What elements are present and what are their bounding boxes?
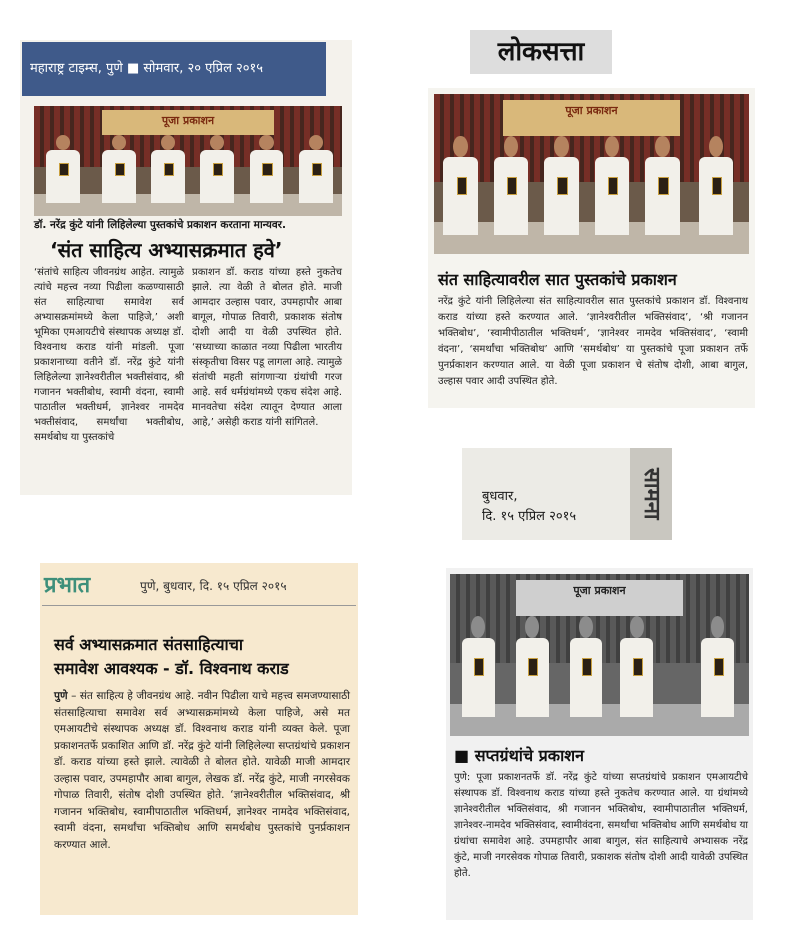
photo-banner: पूजा प्रकाशन [503,100,679,135]
pb-body [54,688,350,853]
mt-masthead: महाराष्ट्र टाइम्स, पुणे ■ सोमवार, २० एप्रिल २०१५ [22,42,326,96]
mt-photo [34,106,342,216]
sg-photo [450,574,749,736]
sm-masthead: सामना [630,448,672,540]
clip-saptagranth [446,568,753,920]
photo-banner: पूजा प्रकाशन [102,110,274,134]
pb-headline-1: सर्व अभ्यासक्रमात संतसाहित्याचा [54,635,243,654]
mt-headline: ‘संत साहित्य अभ्यासक्रमात हवे’ [50,238,283,262]
clip-prabhat [40,563,358,915]
mt-column-2: प्रकाशन डॉ. कराड यांच्या हस्ते नुकतेच झाले. त्या वेळी ते बोलत होते. माजी आमदार उल्हास पवार, उपमहापौर आबा बागूल, गोपाळ तिवारी, प्रकाशक संतोष दोशी आदी या वेळी उपस्थित होते. ‘सध्याच्या काळात नव्या पिढीला भारतीय संस्कृतीचा विसर पडू लागला आहे. त्यामुळे संतांची महती सांगणाऱ्या ग्रंथांची गरज आहे. सर्व धर्मग्रंथांमध्ये एकच संदेश आहे. मानवतेचा संदेश त्यातून देण्यात आला आहे,’ असेही कराड यांनी सांगितले. [192,267,342,428]
clip-maharashtra-times [20,40,352,495]
sm-date-line1: बुधवार, [482,489,518,504]
sm-date-line2: दि. १५ एप्रिल २०१५ [482,509,577,524]
photo-banner: पूजा प्रकाशन [516,580,683,616]
pb-body-text: – संत साहित्य हे जीवनग्रंथ आहे. नवीन पिढीला याचे महत्त्व समजण्यासाठी संतसाहित्याचा समावेश सर्व अभ्यासक्रमांमध्ये केला पाहिजे, असे मत एमआयटीचे संस्थापक अध्यक्ष डॉ. विश्वनाथ कराड यांनी व्यक्त केले. पूजा प्रकाशनतर्फे प्रकाशित आणि डॉ. नरेंद्र कुंटे यांनी लिहिलेल्या सप्तग्रंथांचे प्रकाशन डॉ. कराड यांच्या हस्ते झाले. त्यावेळी ते बोलत होते. यावेळी माजी आमदार उल्हास पवार, उपमहापौर आबा बागुल, लेखक डॉ. नरेंद्र कुंटे, माजी नगरसेवक गोपाळ तिवारी, संतोष दोशी उपस्थित होते. ‘ज्ञानेश्वरीतील भक्तिसंवाद, श्री गजानन भक्तिबोध, स्वामीपाठातील भक्तिधर्म, ज्ञानेश्वर नामदेव भक्तिसंवाद, स्वामी वंदना, समर्थांचा भक्तिबोध आणि समर्थबोध पुस्तकांचे पुनर्प्रकाशन करण्यात आले. [54,690,350,851]
sg-body: पुणे: पूजा प्रकाशनतर्फे डॉ. नरेंद्र कुंटे यांच्या सप्तग्रंथांचे प्रकाशन एमआयटीचे संस्थापक डॉ. विश्वनाथ कराड यांच्या हस्ते नुकतेच करण्यात आले. या ग्रंथांमध्ये ज्ञानेश्वरीतील भक्तिसंवाद, श्री गजानन भक्तिबोध, स्वामीपाठातील भक्तिधर्म, ज्ञानेश्वर-नामदेव भक्तिसंवाद, स्वामीवंदना, समर्थांचा भक्तिबोध आणि समर्थबोध या ग्रंथांचा समावेश आहे. उपमहापौर आबा बागुल, संत साहित्याचे अभ्यासक नरेंद्र कुंटे, माजी नगरसेवक गोपाळ तिवारी, प्रकाशक संतोष दोशी आदी यावेळी उपस्थित होते. [454,772,748,879]
pb-headline-2: समावेश आवश्यक - डॉ. विश्वनाथ कराड [54,659,289,678]
ls-body: नरेंद्र कुंटे यांनी लिहिलेल्या संत साहित्यावरील सात पुस्तकांचे प्रकाशन डॉ. विश्वनाथ कराड यांच्या हस्ते करण्यात आले. ‘ज्ञानेश्वरीतील भक्तिसंवाद’, ‘श्री गजानन भक्तिबोध’, ‘स्वामीपीठातील भक्तिधर्म’, ‘ज्ञानेश्वर नामदेव भक्तिसंवाद’, ‘स्वामी वंदना’, ‘समर्थांचा भक्तिबोध’ आणि ‘समर्थबोध’ या पुस्तकांचे पूजा प्रकाशन तर्फे पुनर्प्रकाशन करण्यात आले. या वेळी पूजा प्रकाशन चे संतोष दोशी, आबा बागुल, उल्हास पवार आदी उपस्थित होते. [438,296,748,387]
ls-photo [434,94,749,254]
pb-masthead: प्रभात [44,573,91,598]
mt-caption: डॉ. नरेंद्र कुंटे यांनी लिहिलेल्या पुस्तकांचे प्रकाशन करताना मान्यवर. [34,219,286,231]
pb-date: पुणे, बुधवार, दि. १५ एप्रिल २०१५ [140,579,287,593]
ls-masthead: लोकसत्ता [470,30,612,74]
pb-dateline: पुणे [54,690,68,702]
mt-column-1: ‘संतांचे साहित्य जीवनग्रंथ आहेत. त्यामुळे त्यांचे महत्त्व नव्या पिढीला कळण्यासाठी संत साहित्याचा समावेश सर्व अभ्यासक्रमांमध्ये केला पाहिजे,’ अशी भूमिका एमआयटीचे संस्थापक अध्यक्ष डॉ. विश्वनाथ कराड यांनी मांडली. पूजा प्रकाशनाच्या वतीने डॉ. नरेंद्र कुंटे यांनी लिहिलेल्या ज्ञानेश्वरीतील भक्तीसंवाद, श्री गजानन भक्तीबोध, स्वामी वंदना, स्वामी पाठातील भक्तीधर्म, ज्ञानेश्वर नामदेव भक्तीसंवाद, समर्थांचा भक्तीबोध, समर्थबोध या पुस्तकांचे [34,267,184,443]
clip-loksatta [428,88,755,408]
ls-headline: संत साहित्यावरील सात पुस्तकांचे प्रकाशन [438,270,677,289]
clip-saamana [462,448,672,540]
sg-headline: ■ सप्तग्रंथांचे प्रकाशन [454,746,584,765]
